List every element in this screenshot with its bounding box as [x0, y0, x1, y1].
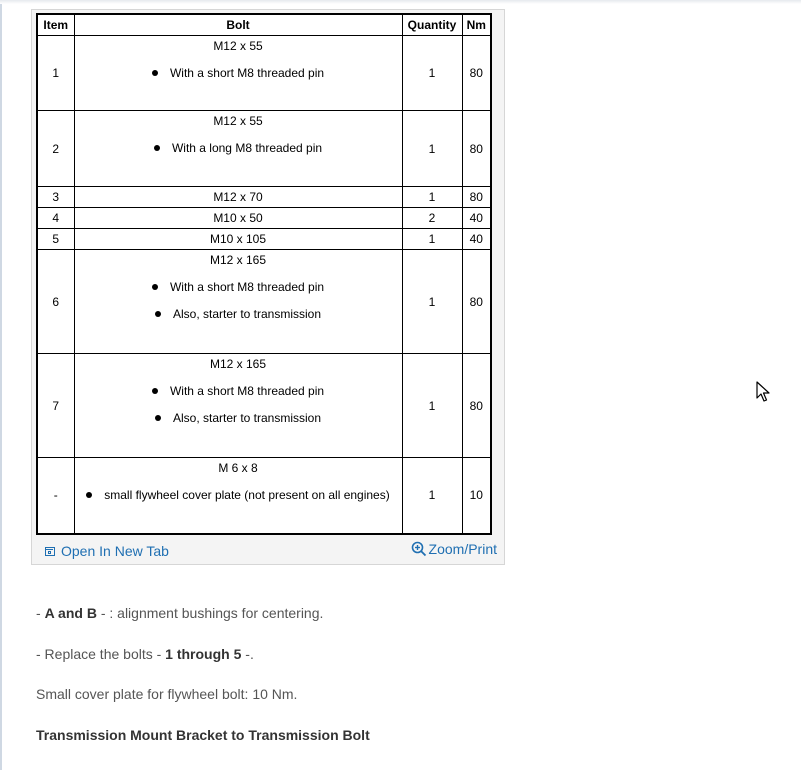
bullet-icon	[154, 145, 160, 151]
paragraph-alignment-bushings	[36, 605, 323, 621]
p2-bold: 1 through 5	[165, 646, 242, 662]
bolt-spec: M12 x 165	[209, 357, 267, 371]
cell-quantity: 1	[402, 458, 462, 534]
header-nm: Nm	[462, 14, 491, 36]
cell-item: -	[37, 458, 74, 534]
cell-nm: 40	[462, 229, 491, 250]
table-row	[37, 36, 491, 111]
cell-quantity: 1	[402, 354, 462, 458]
cell-bolt	[74, 187, 402, 208]
cell-quantity: 1	[402, 229, 462, 250]
table-row	[37, 229, 491, 250]
p2-suffix: -.	[241, 646, 254, 662]
bolt-note-text: Also, starter to transmission	[172, 307, 322, 321]
cell-nm: 10	[462, 458, 491, 534]
header-item: Item	[37, 14, 74, 36]
table-row	[37, 354, 491, 458]
p1-suffix: - : alignment bushings for centering.	[96, 605, 324, 621]
paragraph-cover-plate: Small cover plate for flywheel bolt: 10 Nm.	[36, 686, 298, 702]
bolt-note-text: Also, starter to transmission	[172, 411, 322, 425]
cell-item: 6	[37, 250, 74, 354]
zoom-print-link[interactable]	[411, 541, 497, 557]
bolt-spec: M10 x 105	[209, 232, 267, 246]
bolt-note	[75, 141, 402, 155]
header-bolt: Bolt	[74, 14, 402, 36]
p1-prefix: -	[36, 605, 45, 621]
bolt-note	[75, 411, 402, 425]
bolt-note-text: With a short M8 threaded pin	[169, 66, 325, 80]
cell-bolt	[74, 354, 402, 458]
cell-bolt	[74, 458, 402, 534]
cell-quantity: 1	[402, 187, 462, 208]
cell-quantity: 1	[402, 111, 462, 187]
cell-nm: 80	[462, 36, 491, 111]
cell-quantity: 1	[402, 36, 462, 111]
table-row	[37, 250, 491, 354]
bolt-spec: M 6 x 8	[218, 461, 258, 475]
cell-item: 5	[37, 229, 74, 250]
bullet-icon	[152, 284, 158, 290]
bolt-spec: M12 x 70	[213, 190, 263, 204]
table-row	[37, 208, 491, 229]
bullet-icon	[155, 415, 161, 421]
torque-spec-table	[36, 13, 492, 535]
cell-nm: 80	[462, 250, 491, 354]
cell-bolt	[74, 229, 402, 250]
table-row	[37, 458, 491, 534]
top-shadow	[0, 0, 801, 4]
header-quantity: Quantity	[402, 14, 462, 36]
bolt-note	[75, 307, 402, 321]
cell-bolt	[74, 250, 402, 354]
cell-item: 1	[37, 36, 74, 111]
cell-item: 3	[37, 187, 74, 208]
figure-actions-bar	[32, 539, 504, 563]
table-header-row	[37, 14, 491, 36]
zoom-in-icon	[411, 541, 427, 557]
torque-table-figure	[31, 9, 505, 565]
zoom-print-label: Zoom/Print	[428, 541, 497, 557]
bolt-spec: M10 x 50	[213, 211, 263, 225]
bolt-note	[75, 280, 402, 294]
cell-bolt	[74, 36, 402, 111]
bolt-note	[75, 488, 402, 502]
bolt-spec: M12 x 165	[209, 253, 267, 267]
cell-item: 4	[37, 208, 74, 229]
table-body	[37, 36, 491, 534]
bullet-icon	[155, 311, 161, 317]
open-tab-icon	[45, 547, 55, 556]
left-edge-accent	[0, 0, 2, 770]
cell-nm: 80	[462, 187, 491, 208]
bullet-icon	[86, 492, 92, 498]
bolt-note-text: With a short M8 threaded pin	[169, 280, 325, 294]
paragraph-replace-bolts	[36, 646, 254, 662]
p1-bold: A and B	[44, 605, 97, 621]
table-row	[37, 111, 491, 187]
bolt-note	[75, 66, 402, 80]
p2-prefix: - Replace the bolts -	[36, 646, 166, 662]
bolt-spec: M12 x 55	[213, 114, 263, 128]
cell-nm: 80	[462, 111, 491, 187]
bullet-icon	[152, 388, 158, 394]
bullet-icon	[152, 70, 158, 76]
cell-bolt	[74, 208, 402, 229]
cell-bolt	[74, 111, 402, 187]
cell-item: 2	[37, 111, 74, 187]
open-in-new-tab-label: Open In New Tab	[61, 543, 169, 559]
cell-nm: 40	[462, 208, 491, 229]
bolt-spec: M12 x 55	[213, 39, 263, 53]
section-heading: Transmission Mount Bracket to Transmission Bolt	[36, 727, 370, 743]
bolt-note-text: With a short M8 threaded pin	[169, 384, 325, 398]
open-in-new-tab-link[interactable]	[45, 543, 169, 559]
cell-quantity: 2	[402, 208, 462, 229]
cell-nm: 80	[462, 354, 491, 458]
bolt-note-text: small flywheel cover plate (not present on all engines)	[104, 488, 390, 502]
cell-quantity: 1	[402, 250, 462, 354]
bolt-note-text: With a long M8 threaded pin	[171, 141, 323, 155]
table-row	[37, 187, 491, 208]
cell-item: 7	[37, 354, 74, 458]
mouse-cursor-icon	[756, 381, 770, 403]
bolt-note	[75, 384, 402, 398]
